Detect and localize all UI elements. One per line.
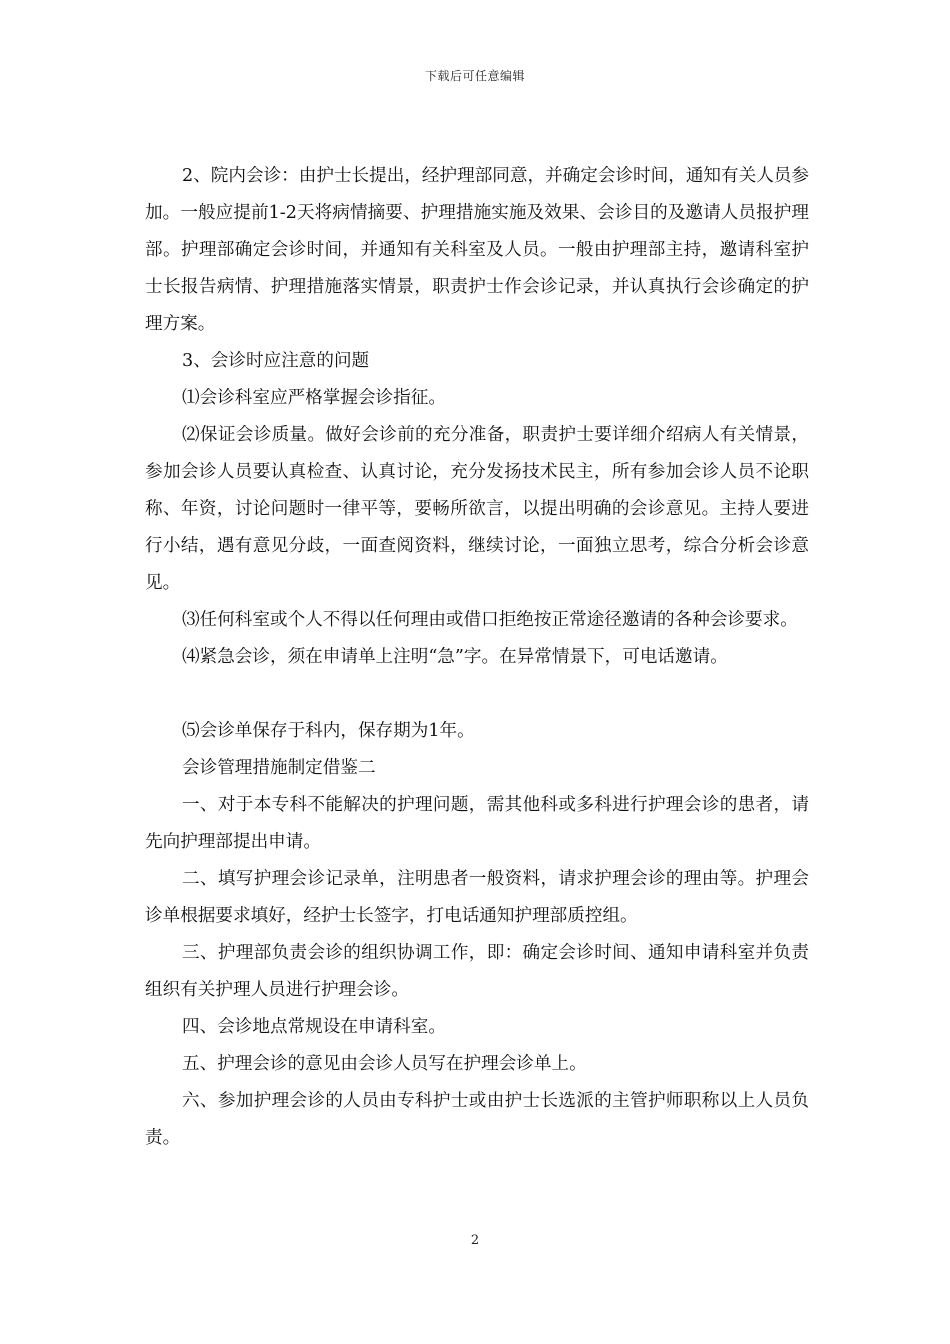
paragraph-item-1: ⑴会诊科室应严格掌握会诊指征。 — [182, 388, 446, 408]
paragraph-hospital-consultation: 2、院内会诊：由护士长提出，经护理部同意，并确定会诊时间，通知有关人员参加。一般应提前1-2天将病情摘要、护理措施实施及效果、会诊目的及邀请人员报护理部。护理部确定会诊时间，并通知有关科室及人员。一般由护理部主持，邀请科室护士长报告病情、护理措施落实情景，职责护士作会诊记录，并认真执行会诊确定的护理方案。 — [145, 166, 809, 334]
paragraph-rule-2: 二、填写护理会诊记录单，注明患者一般资料，请求护理会诊的理由等。护理会诊单根据要求填好，经护士长签字，打电话通知护理部质控组。 — [145, 869, 809, 926]
paragraph-item-3: ⑶任何科室或个人不得以任何理由或借口拒绝按正常途径邀请的各种会诊要求。 — [182, 610, 798, 630]
page-header: 下载后可任意编辑 — [424, 69, 525, 83]
paragraph-rule-3: 三、护理部负责会诊的组织协调工作，即：确定会诊时间、通知申请科室并负责组织有关护理人员进行护理会诊。 — [145, 943, 809, 1000]
paragraph-rule-5: 五、护理会诊的意见由会诊人员写在护理会诊单上。 — [182, 1054, 587, 1074]
paragraph-rule-1: 一、对于本专科不能解决的护理问题，需其他科或多科进行护理会诊的患者，请先向护理部提出申请。 — [145, 795, 809, 852]
section-heading-reference-two: 会诊管理措施制定借鉴二 — [182, 758, 376, 778]
document-body — [145, 158, 809, 1157]
paragraph-item-5: ⑸会诊单保存于科内，保存期为1年。 — [182, 721, 475, 741]
paragraph-rule-6: 六、参加护理会诊的人员由专科护士或由护士长选派的主管护师职称以上人员负责。 — [145, 1091, 809, 1148]
paragraph-item-2: ⑵保证会诊质量。做好会诊前的充分准备，职责护士要详细介绍病人有关情景，参加会诊人员要认真检查、认真讨论，充分发扬技术民主，所有参加会诊人员不论职称、年资，讨论问题时一律平等，要畅所欲言，以提出明确的会诊意见。主持人要进行小结，遇有意见分歧，一面查阅资料，继续讨论，一面独立思考，综合分析会诊意见。 — [145, 425, 809, 593]
paragraph-rule-4: 四、会诊地点常规设在申请科室。 — [182, 1017, 446, 1037]
paragraph-consultation-issues-heading: 3、会诊时应注意的问题 — [182, 351, 370, 371]
blank-line — [145, 676, 809, 713]
paragraph-item-4: ⑷紧急会诊，须在申请单上注明“急”字。在异常情景下，可电话邀请。 — [182, 647, 728, 667]
page-number: 2 — [470, 1233, 480, 1248]
